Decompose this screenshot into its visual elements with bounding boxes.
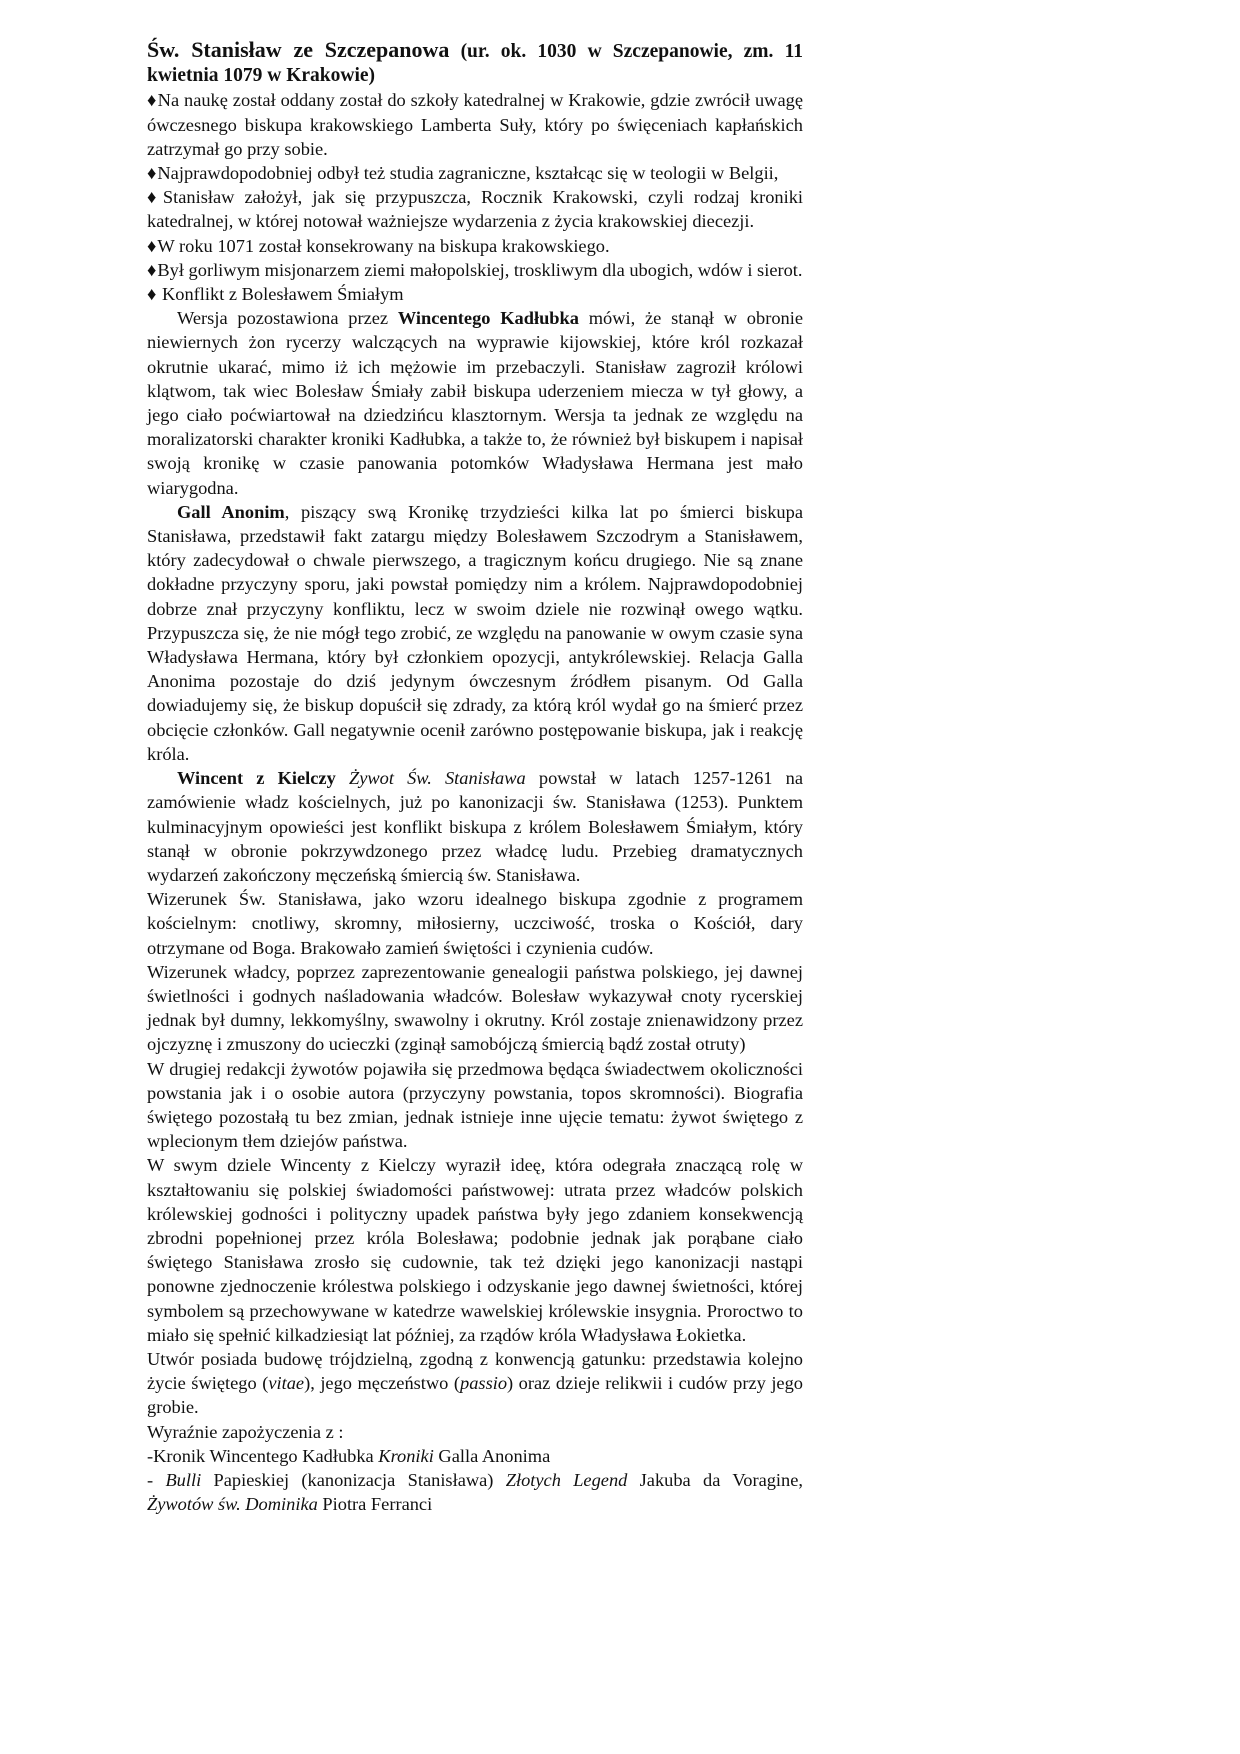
paragraph-structure: Utwór posiada budowę trójdzielną, zgodną z konwencją gatunku: przedstawia kolejno życie świętego (vitae), jego męczeństwo (passio) oraz dzieje relikwii i cudów przy jego grobie. xyxy=(147,1348,803,1418)
paragraph-idea: W swym dziele Wincenty z Kielczy wyraził ideę, która odegrała znaczącą rolę w kształtowaniu się polskiej świadomości państwowej: utrata przez władców polskich królewskiej godności i polityczny upadek państwa były jego zdaniem konsekwencją zbrodni popełnionej przez króla Bolesława; podobnie jednak jak porąbane ciało świętego Stanisława zrosło się cudownie, tak też dzięki jego kanonizacji nastąpi ponowne zjednoczenie królestwa polskiego i odzyskanie jego dawnej świetności, której symbolem są przechowywane w katedrze wawelskiej królewskie insygnia. Proroctwo to miało się spełnić kilkadziesiąt lat później, za rządów króla Władysława Łokietka. xyxy=(147,1155,803,1345)
kadlubek-author: Wincentego Kadłubka xyxy=(397,308,579,329)
bullet-item: ♦Był gorliwym misjonarzem ziemi małopolskiej, troskliwym dla ubogich, wdów i sierot. xyxy=(147,259,803,280)
paragraph-bishop-image: Wizerunek Św. Stanisława, jako wzoru idealnego biskupa zgodnie z programem kościelnym: cnotliwy, skromny, miłosierny, uczciwość, troska o Kościół, dary otrzymane od Boga. Brakowało zamień świętości i czynienia cudów. xyxy=(147,889,803,958)
bullet-item: ♦Najprawdopodobniej odbył też studia zagraniczne, kształcąc się w teologii w Belgii, xyxy=(147,163,779,184)
bullet-item: ♦Na naukę został oddany został do szkoły katedralnej w Krakowie, gdzie zwrócił uwagę ówczesnego biskupa krakowskiego Lamberta Suły, który po święceniach kapłańskich zatrzymał go przy sobie. xyxy=(147,90,803,159)
diamond-bullet-icon: ♦ xyxy=(147,163,157,184)
document-page xyxy=(147,38,803,1516)
kadlubek-paragraph: Wersja pozostawiona przez Wincentego Kadłubka mówi, że stanął w obronie niewiernych żon rycerzy walczących na wyprawie kijowskiej, które król rozkazał okrutnie ukarać, mimo iż ich mężowie im przebaczyli. Stanisław zagroził królowi klątwom, tak wiec Bolesław Śmiały zabił biskupa uderzeniem miecza w tył głowy, a jego ciało poćwiartował na dziedzińcu klasztornym. Wersja ta jednak ze względu na moralizatorski charakter kroniki Kadłubka, a także to, że również był biskupem i napisał swoją kronikę w czasie panowania potomków Władysława Hermana jest mało wiarygodna. xyxy=(147,308,803,498)
title-name: Św. Stanisław ze Szczepanowa xyxy=(147,37,450,62)
paragraph-ruler-image: Wizerunek władcy, poprzez zaprezentowanie genealogii państwa polskiego, jej dawnej świetlności i godnych naśladowania władców. Bolesław wykazywał cnoty rycerskiej jednak był dumny, lekkomyślny, swawolny i okrutny. Król zostaje znienawidzony przez ojczyznę i zmuszony do ucieczki (zginął samobójczą śmiercią bądź został otruty) xyxy=(147,961,803,1055)
wincent-work-title: Żywot Św. Stanisława xyxy=(348,768,526,789)
gall-author: Gall Anonim xyxy=(177,501,285,522)
diamond-bullet-icon: ♦ xyxy=(147,284,157,305)
document-title xyxy=(147,38,803,88)
borrowings-item: - Bulli Papieskiej (kanonizacja Stanisława) Złotych Legend Jakuba da Voragine, Żywotów św. Dominika Piotra Ferranci xyxy=(147,1469,803,1515)
title-dates: (ur. ok. 1030 w Szczepanowie, zm. 11 kwietnia 1079 w Krakowie) xyxy=(147,41,804,87)
paragraph-second-redaction: W drugiej redakcji żywotów pojawiła się przedmowa będąca świadectwem okoliczności powstania jak i o osobie autora (przyczyny powstania, topos skromności). Biografia świętego pozostałą tu bez zmian, jednak istnieje inne ujęcie tematu: żywot świętego z wplecionym tłem dziejów państwa. xyxy=(147,1058,803,1152)
gall-paragraph: Gall Anonim, piszący swą Kronikę trzydzieści kilka lat po śmierci biskupa Stanisława, przedstawił fakt zatargu między Bolesławem Szczodrym a Stanisławem, który zadecydował o chwale pierwszego, a tragicznym końcu drugiego. Nie są znane dokładne przyczyny sporu, jaki powstał pomiędzy nim a królem. Najprawdopodobniej dobrze znał przyczyny konfliktu, lecz w swoim dziele nie rozwinął owego wątku. Przypuszcza się, że nie mógł tego zrobić, ze względu na panowanie w owym czasie syna Władysława Hermana, który był członkiem opozycji, antykrólewskiej. Relacja Galla Anonima pozostaje do dziś jedynym ówczesnym źródłem pisanym. Od Galla dowiadujemy się, że biskup dopuścił się zdrady, za którą król wydał go na śmierć przez obcięcie członków. Gall negatywnie ocenił zarówno postępowanie biskupa, jak i reakcję króla. xyxy=(147,501,803,764)
diamond-bullet-icon: ♦ xyxy=(147,90,157,111)
diamond-bullet-icon: ♦ xyxy=(147,187,162,208)
bullet-item: ♦ Konflikt z Bolesławem Śmiałym xyxy=(147,284,404,305)
bullet-item: ♦Stanisław założył, jak się przypuszcza, Rocznik Krakowski, czyli rodzaj kroniki katedralnej, w której notował ważniejsze wydarzenia z życia krakowskiej diecezji. xyxy=(147,187,804,232)
borrowings-heading: Wyraźnie zapożyczenia z : xyxy=(147,1421,344,1442)
diamond-bullet-icon: ♦ xyxy=(147,259,157,280)
bullet-item: ♦W roku 1071 został konsekrowany na biskupa krakowskiego. xyxy=(147,235,610,256)
borrowings-item: -Kronik Wincentego Kadłubka Kroniki Galla Anonima xyxy=(147,1445,551,1466)
diamond-bullet-icon: ♦ xyxy=(147,235,157,256)
wincent-author: Wincent z Kielczy xyxy=(177,768,336,789)
wincent-paragraph: Wincent z Kielczy Żywot Św. Stanisława powstał w latach 1257-1261 na zamówienie władz kościelnych, już po kanonizacji św. Stanisława (1253). Punktem kulminacyjnym opowieści jest konflikt biskupa z królem Bolesławem Śmiałym, który stanął w obronie pokrzywdzonego przez władcę ludu. Przebieg dramatycznych wydarzeń zakończony męczeńską śmiercią św. Stanisława. xyxy=(147,768,803,885)
